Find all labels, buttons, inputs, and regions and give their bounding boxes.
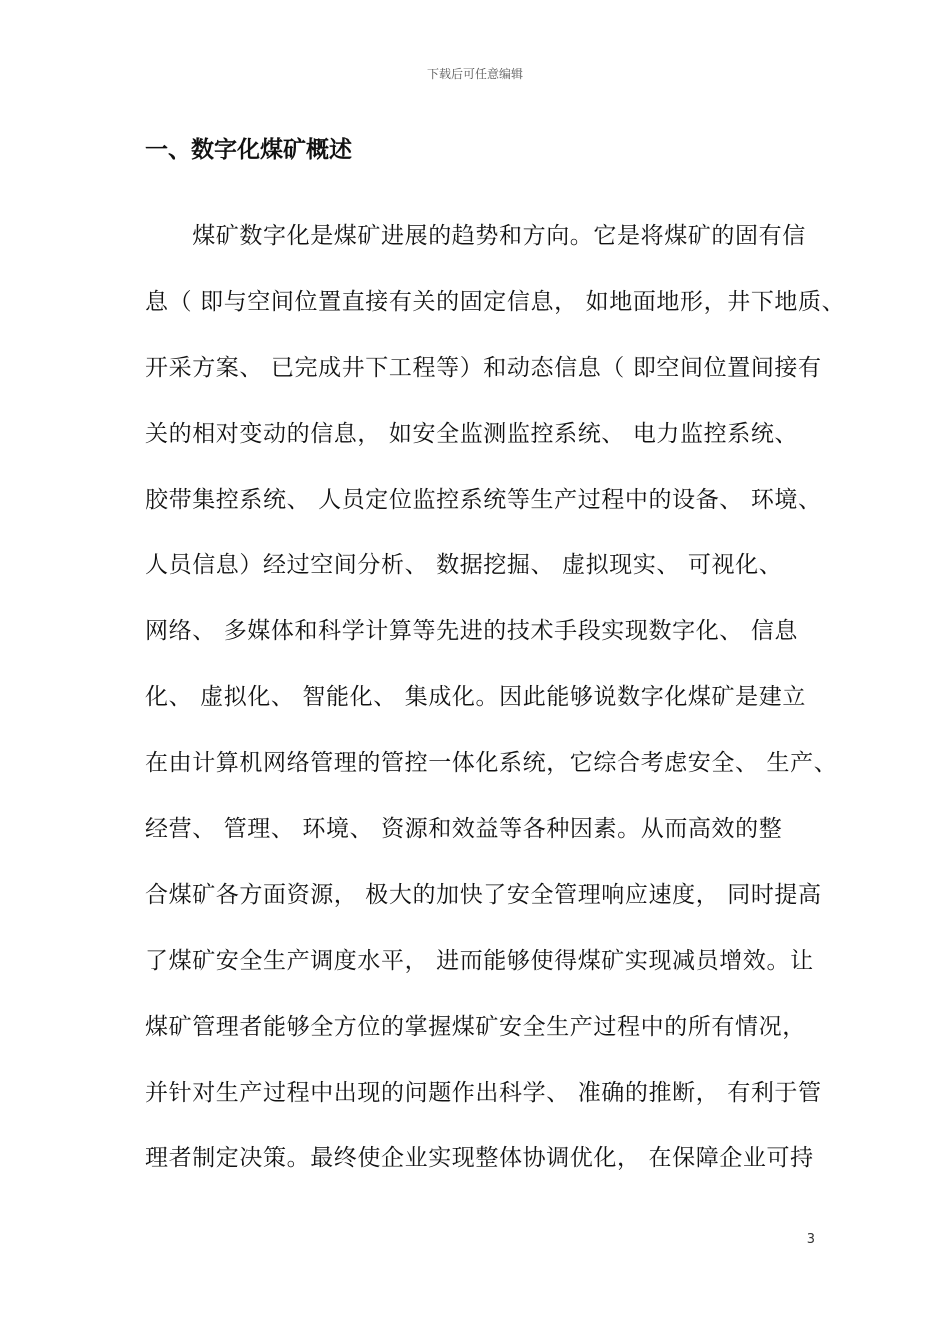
text-line: 化、 虚拟化、 智能化、 集成化。因此能够说数字化煤矿是建立 (145, 684, 806, 711)
text-line: 网络、 多媒体和科学计算等先进的技术手段实现数字化、 信息 (145, 618, 799, 645)
text-line: 经营、 管理、 环境、 资源和效益等各种因素。从而高效的整 (145, 816, 783, 843)
text-line: 胶带集控系统、 人员定位监控系统等生产过程中的设备、 环境、 (145, 486, 822, 513)
text-line: 人员信息）经过空间分析、 数据挖掘、 虚拟现实、 可视化、 (145, 552, 783, 579)
text-line: 了煤矿安全生产调度水平， 进而能够使得煤矿实现减员增效。让 (145, 947, 814, 974)
text-line: 合煤矿各方面资源， 极大的加快了安全管理响应速度， 同时提高 (145, 881, 822, 908)
text-line: 理者制定决策。最终使企业实现整体协调优化， 在保障企业可持 (145, 1145, 814, 1172)
page-number: 3 (806, 1232, 815, 1247)
text-line: 煤矿数字化是煤矿进展的趋势和方向。它是将煤矿的固有信 (145, 223, 806, 249)
page-header-note: 下载后可任意编辑 (426, 67, 523, 81)
text-line: 并针对生产过程中出现的问题作出科学、 准确的推断， 有利于管 (145, 1079, 822, 1106)
section-title: 一、数字化煤矿概述 (145, 137, 352, 163)
text-line: 关的相对变动的信息， 如安全监测监控系统、 电力监控系统、 (145, 420, 799, 447)
text-line: 息（ 即与空间位置直接有关的固定信息， 如地面地形，井下地质、 (145, 288, 846, 315)
text-line: 开采方案、 已完成井下工程等）和动态信息（ 即空间位置间接有 (145, 354, 822, 381)
body-paragraph (145, 216, 846, 1204)
text-line: 在由计算机网络管理的管控一体化系统，它综合考虑安全、 生产、 (145, 750, 838, 777)
text-line: 煤矿管理者能够全方位的掌握煤矿安全生产过程中的所有情况， (145, 1013, 806, 1040)
